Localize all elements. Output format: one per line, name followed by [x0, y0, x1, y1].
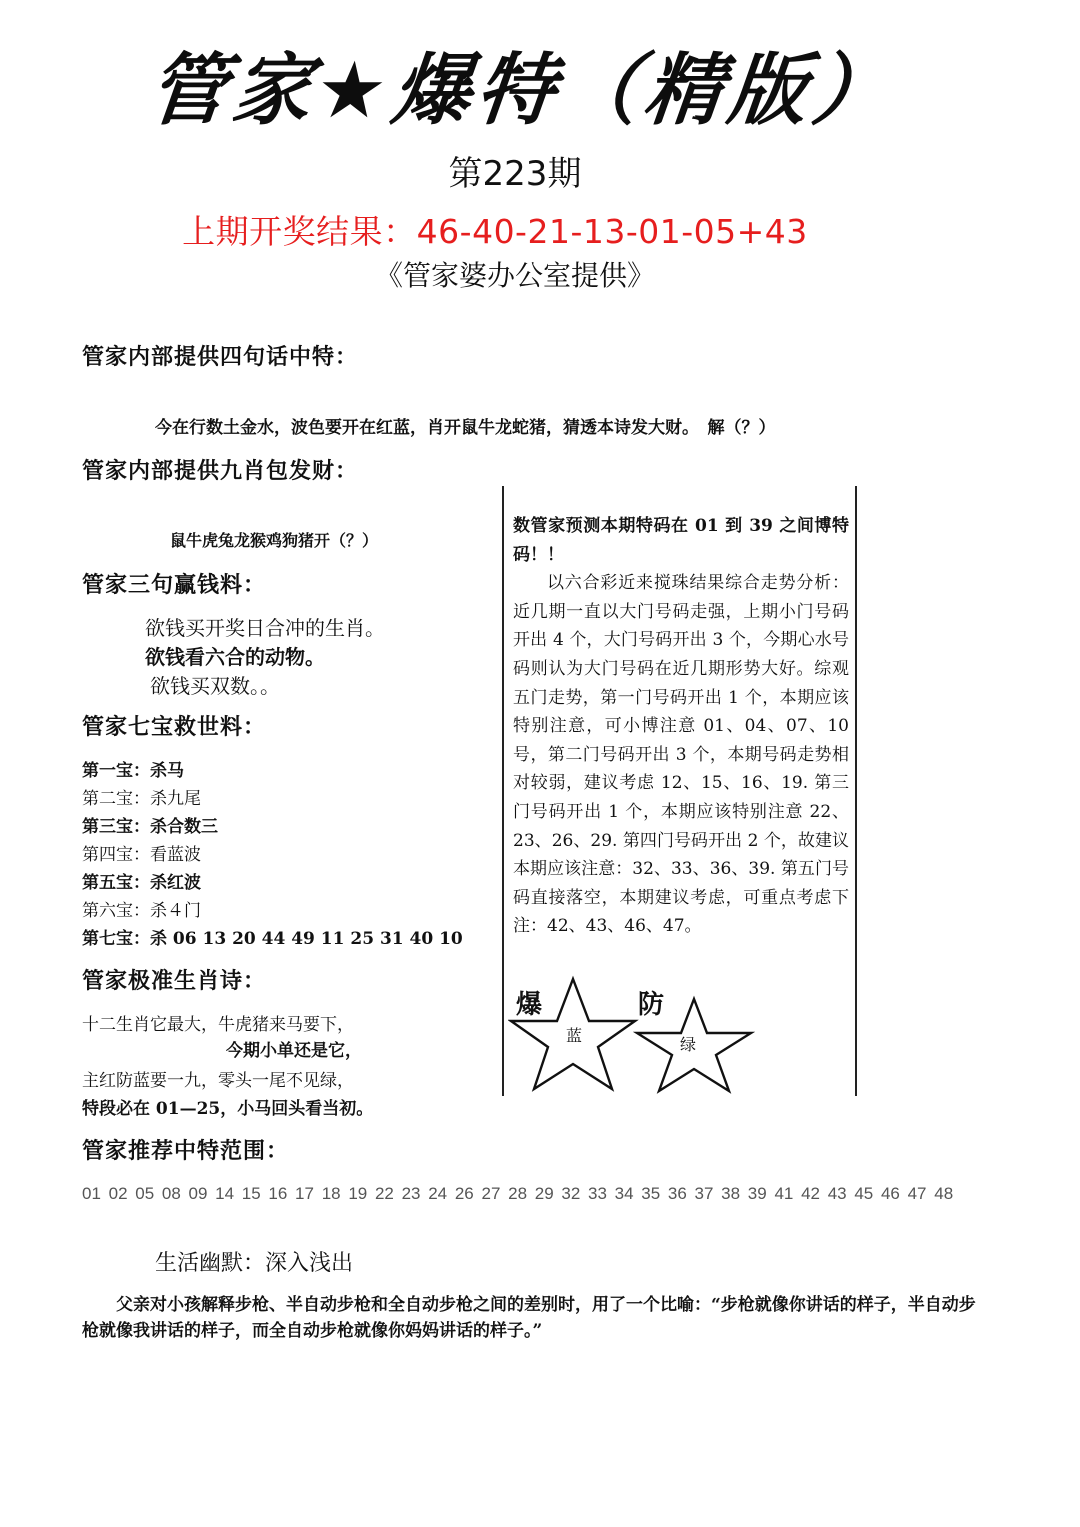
zodiac-poem-line-3: 主红防蓝要一九，零头一尾不见绿，	[82, 1071, 354, 1091]
star-right-icon	[633, 995, 755, 1095]
four-sentence-heading: 管家内部提供四句话中特：	[82, 344, 359, 370]
analysis-intro: 数管家预测本期特码在 01 到 39 之间博特码！！	[513, 516, 849, 565]
humor-title: 生活幽默：深入浅出	[155, 1251, 354, 1276]
analysis-box-right-border	[855, 486, 857, 1096]
four-sentence-poem: 今在行数土金水，波色要开在红蓝，肖开鼠牛龙蛇猪，猜透本诗发大财。 解（？）	[155, 418, 776, 438]
treasure-row-6: 第六宝：杀４门	[82, 901, 201, 921]
issue-number: 第223期	[448, 154, 582, 194]
three-sentence-line-3: 欲钱买双数。。	[150, 674, 280, 698]
range-heading: 管家推荐中特范围：	[82, 1138, 290, 1164]
page-title: 管家★爆特（精版）	[143, 46, 902, 136]
star-left-inner: 蓝	[566, 1026, 583, 1045]
last-result: 上期开奖结果：46-40-21-13-01-05+43	[182, 212, 808, 251]
three-sentence-line-2: 欲钱看六合的动物。	[145, 645, 325, 669]
star-left-icon	[508, 975, 648, 1093]
humor-text: 父亲对小孩解释步枪、半自动步枪和全自动步枪之间的差别时，用了一个比喻：“步枪就像你讲话的样子，半自动步枪就像我讲话的样子，而全自动步枪就像你妈妈讲话的样子。”	[82, 1295, 976, 1341]
zodiac-poem-line-1: 十二生肖它最大，牛虎猪来马要下，	[82, 1015, 354, 1035]
range-numbers: 01 02 05 08 09 14 15 16 17 18 19 22 23 24 26 27 28 29 32 33 34 35 36 37 38 39 41 42 43 45 46 47 48	[82, 1184, 954, 1203]
treasure-row-7: 第七宝：杀 06 13 20 44 49 11 25 31 40 10	[82, 929, 463, 949]
treasure-row-2: 第二宝：杀九尾	[82, 789, 201, 809]
star-left-label: 爆	[516, 990, 543, 1020]
provider-credit: 《管家婆办公室提供》	[374, 259, 655, 292]
analysis-body: 以六合彩近来搅珠结果综合走势分析：近几期一直以大门号码走强，上期小门号码开出 4 个，大门号码开出 3 个，今期心水号码则认为大门号码在近几期形势大好。综观五门走势，第一门号码开出 1 个，本期应该特别注意，可小博注意 01、04、07、10 号，第二门号码开出 3 个，本期号码走势相对较弱，建议考虑 12、15、16、19. 第三门号码开出 1 个，本期应该特别注意 22、23、26、29. 第四门号码开出 2 个，故建议本期应该注意：32、33、36、39. 第五门号码直接落空，本期建议考虑，可重点考虑下注：42、43、46、47。	[513, 573, 849, 937]
nine-zodiac-heading: 管家内部提供九肖包发财：	[82, 458, 359, 484]
seven-treasures-heading: 管家七宝救世料：	[82, 714, 267, 740]
three-sentence-line-1: 欲钱买开奖日合冲的生肖。	[145, 616, 385, 640]
treasure-row-3: 第三宝：杀合数三	[82, 817, 218, 837]
zodiac-poem-line-2: 今期小单还是它，	[226, 1041, 362, 1061]
zodiac-poem-line-4: 特段必在 01—25，小马回头看当初。	[82, 1099, 374, 1119]
treasure-row-5: 第五宝：杀红波	[82, 873, 201, 893]
treasure-row-4: 第四宝：看蓝波	[82, 845, 201, 865]
star-right-inner: 绿	[680, 1035, 697, 1054]
nine-zodiac-text: 鼠牛虎兔龙猴鸡狗猪开（？）	[170, 531, 379, 550]
star-right-label: 防	[638, 990, 665, 1020]
analysis-box-left-border	[502, 486, 504, 1096]
treasure-row-1: 第一宝：杀马	[82, 761, 184, 781]
analysis-box-text	[513, 512, 849, 941]
three-sentence-heading: 管家三句赢钱料：	[82, 572, 267, 598]
zodiac-poem-heading: 管家极准生肖诗：	[82, 968, 267, 994]
